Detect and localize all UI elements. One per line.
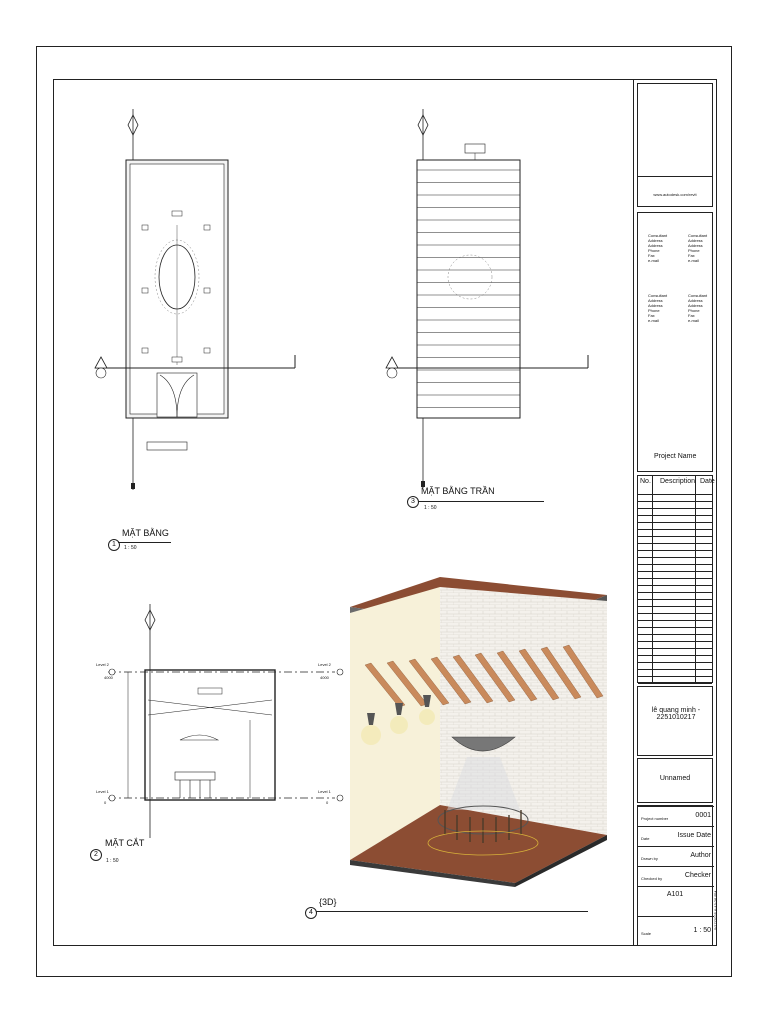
revision-row — [638, 621, 712, 628]
revision-row — [638, 586, 712, 593]
revision-row — [638, 649, 712, 656]
rev-header-date: Date — [700, 478, 715, 485]
website-text: www.autodesk.com/revit — [653, 192, 697, 197]
revision-row — [638, 600, 712, 607]
view-2-scale: 1 : 50 — [106, 858, 119, 864]
revision-row — [638, 544, 712, 551]
level-1-elevation-right: 0 — [326, 800, 329, 805]
project-name: Project Name — [654, 453, 697, 460]
field-checked-by: Checked by Checker — [638, 866, 714, 886]
revision-row — [638, 628, 712, 635]
level-2-elevation: 4000 — [104, 675, 113, 680]
revision-row — [638, 509, 712, 516]
revision-row — [638, 670, 712, 677]
sheet-name-box — [637, 758, 713, 803]
consultant-block: Consultant Address Address Phone Fax e-mail — [648, 233, 668, 263]
sheet-number: A101 — [666, 891, 684, 898]
scale-row: Scale 1 : 50 — [638, 916, 714, 946]
revision-row — [638, 572, 712, 579]
ceiling-plan-drawing — [378, 105, 603, 495]
view-2-title: MẶT CẮT — [105, 838, 145, 848]
view-2-number: 2 — [90, 849, 102, 861]
level-1-elevation: 0 — [104, 800, 107, 805]
revision-row — [638, 558, 712, 565]
rev-header-description: Description — [660, 478, 696, 485]
revision-table — [637, 475, 713, 683]
revision-row — [638, 530, 712, 537]
view-1-number: 1 — [108, 539, 120, 551]
revision-row — [638, 579, 712, 586]
field-project-number: Project number 0001 — [638, 806, 714, 826]
scale-value: 1 : 50 — [693, 927, 711, 934]
revision-row — [638, 537, 712, 544]
level-1-label-right: Level 1 — [318, 789, 331, 794]
consultant-block: Consultant Address Address Phone Fax e-mail — [688, 233, 708, 263]
view-3-number: 3 — [407, 496, 419, 508]
revision-row — [638, 565, 712, 572]
view-4-title: {3D} — [319, 897, 337, 907]
revision-row — [638, 593, 712, 600]
view-3-title: MẶT BẰNG TRẦN — [421, 486, 495, 496]
revision-row — [638, 495, 712, 502]
field-drawn-by: Drawn by Author — [638, 846, 714, 866]
revision-row — [638, 523, 712, 530]
field-date: Date Issue Date — [638, 826, 714, 846]
level-2-label-right: Level 2 — [318, 662, 331, 667]
consultants-box — [637, 212, 713, 472]
title-block — [633, 80, 718, 945]
revision-row — [638, 488, 712, 495]
owner-box — [637, 686, 713, 756]
3d-view-drawing — [345, 575, 610, 887]
section-drawing — [90, 600, 350, 840]
revision-row — [638, 656, 712, 663]
revision-row — [638, 551, 712, 558]
logo-box — [637, 83, 713, 207]
revision-row — [638, 607, 712, 614]
view-3-scale: 1 : 50 — [424, 505, 437, 511]
revision-row — [638, 502, 712, 509]
view-4-number: 4 — [305, 907, 317, 919]
revision-row — [638, 614, 712, 621]
owner-name: lê quang minh - 2251010217 — [651, 707, 701, 721]
consultant-block: Consultant Address Address Phone Fax e-mail — [648, 293, 668, 323]
floor-plan-drawing — [85, 105, 310, 495]
rev-header-no: No. — [640, 478, 651, 485]
consultant-block: Consultant Address Address Phone Fax e-mail — [688, 293, 708, 323]
print-timestamp: 5/17/2025 6:43:26 PM — [713, 890, 718, 930]
sheet-name: Unnamed — [659, 775, 691, 782]
level-2-elevation-right: 4000 — [320, 675, 329, 680]
level-2-label: Level 2 — [96, 662, 109, 667]
revision-row — [638, 677, 712, 684]
view-1-title: MẶT BẰNG — [122, 528, 169, 538]
sheet-number-row — [638, 886, 714, 916]
revision-row — [638, 642, 712, 649]
level-1-label: Level 1 — [96, 789, 109, 794]
revision-row — [638, 516, 712, 523]
sheet-fields — [637, 805, 713, 945]
view-1-scale: 1 : 50 — [124, 545, 137, 551]
revision-row — [638, 635, 712, 642]
revision-row — [638, 663, 712, 670]
